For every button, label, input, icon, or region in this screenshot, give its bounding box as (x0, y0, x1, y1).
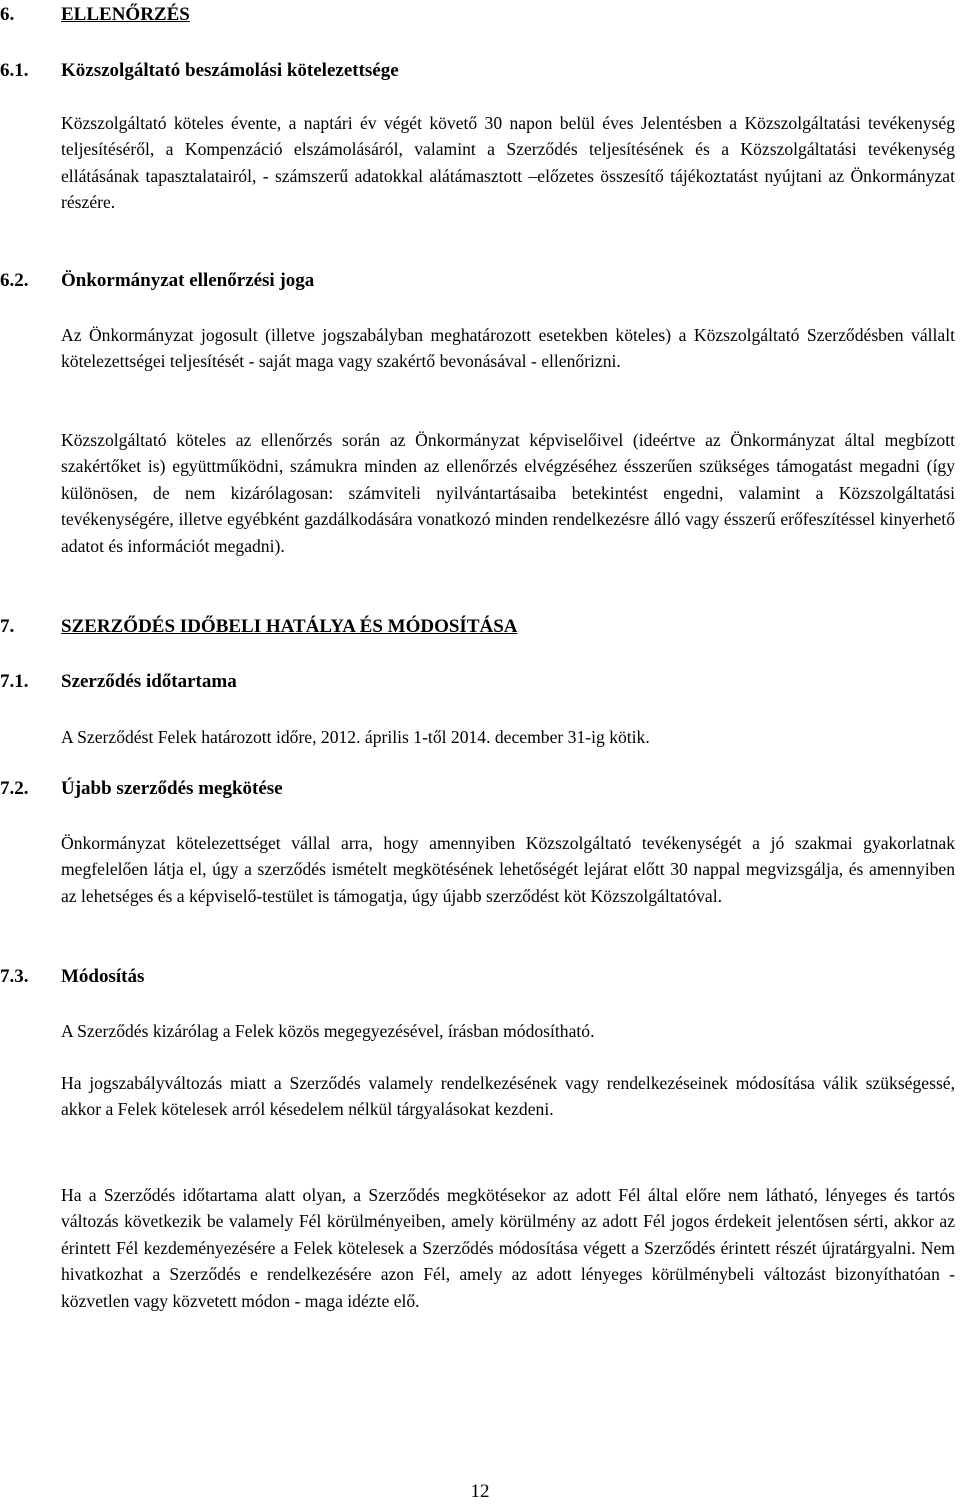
section-number: 6. (0, 4, 15, 25)
page-number: 12 (470, 1481, 490, 1502)
subsection-title: Újabb szerződés megkötése (61, 778, 283, 799)
subsection-number: 6.2. (0, 270, 29, 291)
paragraph: Közszolgáltató köteles az ellenőrzés során az Önkormányzat képviselőivel (ideértve az Önkormányzat által megbízott szakértőket is) együttműködni, számukra minden az ellenőrzés elvégzéséhez ésszerűen szükséges támogatást megadni (így különösen, de nem kizárólagosan: számviteli nyilvántartásaiba betekintést engedni, valamint a Közszolgáltatási tevékenységére, illetve egyébként gazdálkodására vonatkozó minden rendelkezésre álló vagy ésszerű erőfeszítéssel kinyerhető adatot és információt megadni). (61, 430, 955, 556)
section-number: 7. (0, 616, 15, 637)
paragraph: Ha jogszabályváltozás miatt a Szerződés valamely rendelkezésének vagy rendelkezéseinek módosítása válik szükségessé, akkor a Felek kötelesek arról késedelem nélkül tárgyalásokat kezdeni. (61, 1073, 955, 1120)
paragraph: Az Önkormányzat jogosult (illetve jogszabályban meghatározott esetekben köteles) a Közszolgáltató Szerződésben vállalt kötelezettségei teljesítését - saját maga vagy szakértő bevonásával - ellenőrizni. (61, 325, 955, 372)
paragraph: Közszolgáltató köteles évente, a naptári év végét követő 30 napon belül éves Jelentésben a Közszolgáltatási tevékenység teljesítéséről, a Kompenzáció elszámolásáról, valamint a Szerződés teljesítésének és a Közszolgáltatási tevékenység ellátásának tapasztalatairól, - számszerű adatokkal alátámasztott –előzetes összesítő tájékoztatást nyújtani az Önkormányzat részére. (61, 113, 955, 213)
subsection-number: 7.2. (0, 778, 29, 799)
subsection-title: Önkormányzat ellenőrzési joga (61, 270, 315, 291)
subsection-number: 7.1. (0, 671, 29, 692)
subsection-number: 7.3. (0, 966, 29, 987)
section-title: SZERZŐDÉS IDŐBELI HATÁLYA ÉS MÓDOSÍTÁSA (61, 616, 518, 637)
subsection-title: Közszolgáltató beszámolási kötelezettsége (61, 60, 399, 81)
section-title: ELLENŐRZÉS (61, 4, 190, 25)
paragraph: A Szerződés kizárólag a Felek közös megegyezésével, írásban módosítható. (61, 1021, 595, 1041)
subsection-number: 6.1. (0, 60, 29, 81)
paragraph: Ha a Szerződés időtartama alatt olyan, a Szerződés megkötésekor az adott Fél által előre nem látható, lényeges és tartós változás következik be valamely Fél körülményeiben, amely körülmény az adott Fél jogos érdekeit jelentősen sérti, akkor az érintett Fél kezdeményezésére a Felek kötelesek a Szerződés módosítása végett a Szerződés érintett részét újratárgyalni. Nem hivatkozhat a Szerződés e rendelkezésére azon Fél, amely az adott lényeges körülménybeli változást bizonyíthatóan - közvetlen vagy közvetett módon - maga idézte elő. (61, 1185, 955, 1311)
paragraph: Önkormányzat kötelezettséget vállal arra, hogy amennyiben Közszolgáltató tevékenységét a jó szakmai gyakorlatnak megfelelően látja el, úgy a szerződés ismételt megkötésének lehetőségét lejárat előtt 30 nappal megvizsgálja, és amennyiben az lehetséges és a képviselő-testület is támogatja, úgy újabb szerződést köt Közszolgáltatóval. (61, 833, 955, 906)
paragraph: A Szerződést Felek határozott időre, 2012. április 1-től 2014. december 31-ig kötik. (61, 727, 650, 747)
subsection-title: Szerződés időtartama (61, 671, 237, 692)
subsection-title: Módosítás (61, 966, 145, 987)
